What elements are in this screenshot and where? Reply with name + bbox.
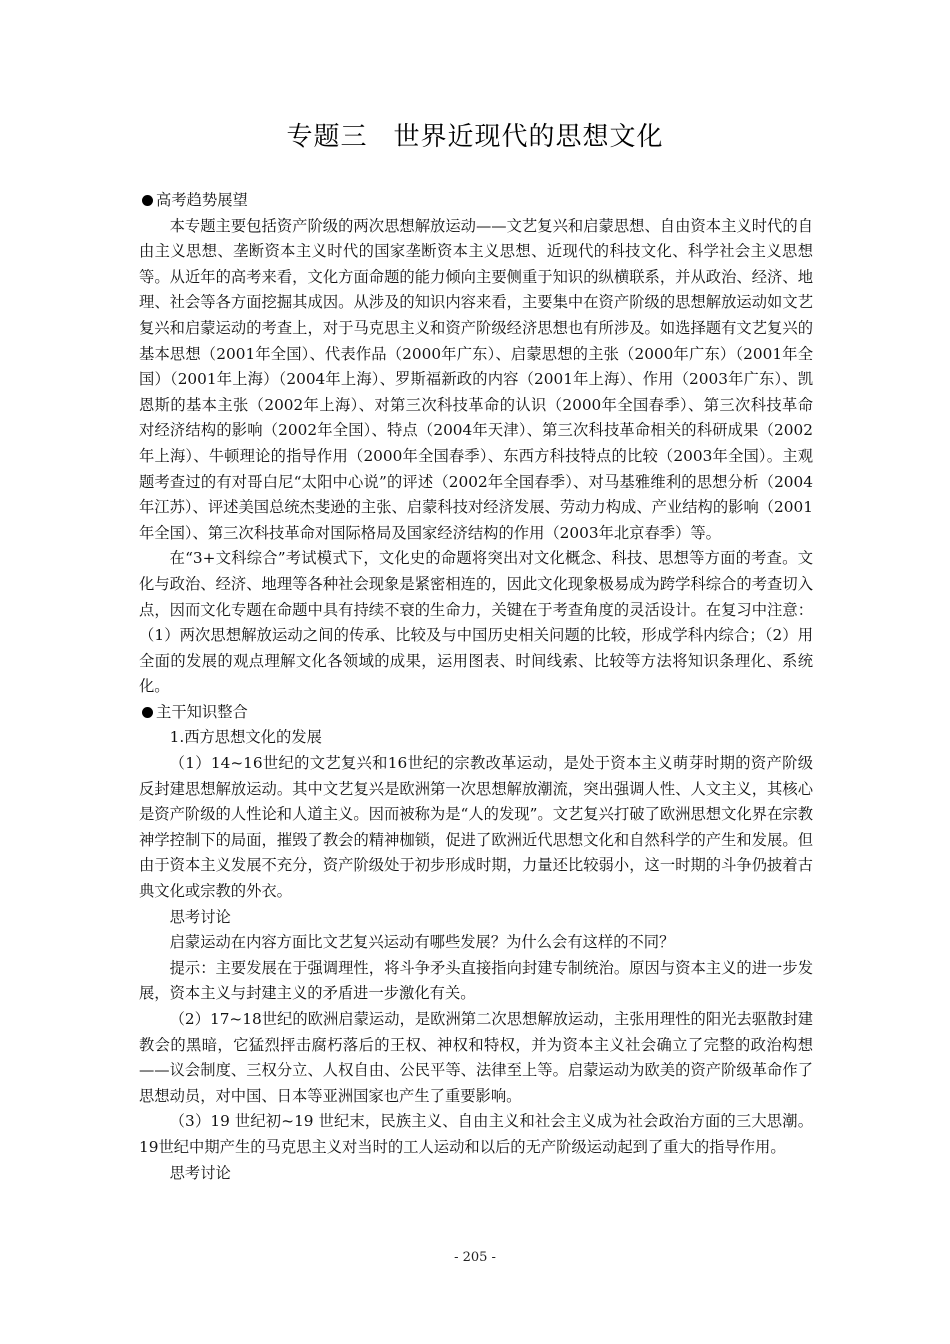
- title-topic-name: 世界近现代的思想文化: [393, 122, 664, 152]
- section-heading-trend: [139, 188, 813, 214]
- section-heading-knowledge: [139, 700, 813, 726]
- page-title: [0, 116, 950, 153]
- document-body: [139, 188, 813, 1186]
- bullet-icon: [142, 707, 153, 718]
- subheading-western-thought: 1.西方思想文化的发展: [169, 728, 322, 747]
- paragraph-enlightenment: （2）17~18世纪的欧洲启蒙运动，是欧洲第二次思想解放运动，主张用理性的阳光去驱散封建教会的黑暗，它猛烈抨击腐朽落后的王权、神权和特权，并为资本主义社会确立了完整的政治构想——议会制度、三权分立、人权自由、公民平等、法律至上等。启蒙运动为欧美的资产阶级革命作了思想动员，对中国、日本等亚洲国家也产生了重要影响。: [139, 1010, 813, 1105]
- section-heading-knowledge-label: 主干知识整合: [156, 702, 248, 721]
- section-heading-trend-label: 高考趋势展望: [156, 191, 248, 209]
- paragraph-19th-century: （3）19 世纪初~19 世纪末，民族主义、自由主义和社会主义成为社会政治方面的三大思潮。19世纪中期产生的马克思主义对当时的工人运动和以后的无产阶级运动起到了重大的指导作用。: [139, 1112, 813, 1156]
- discussion-heading: 思考讨论: [169, 1163, 231, 1182]
- page-number: - 205 -: [454, 1250, 496, 1265]
- paragraph-trend-overview: 本专题主要包括资产阶级的两次思想解放运动——文艺复兴和启蒙思想、自由资本主义时代的自由主义思想、垄断资本主义时代的国家垄断资本主义思想、近现代的科技文化、科学社会主义思想等。从近年的高考来看，文化方面命题的能力倾向主要侧重于知识的纵横联系，并从政治、经济、地理、社会等各方面挖掘其成因。从涉及的知识内容来看，主要集中在资产阶级的思想解放运动如文艺复兴和启蒙运动的考查上，对于马克思主义和资产阶级经济思想也有所涉及。如选择题有文艺复兴的基本思想（2001年全国）、代表作品（2000年广东）、启蒙思想的主张（2000年广东）（2001年全国）（2001年上海）（2004年上海）、罗斯福新政的内容（2001年上海）、作用（2003年广东）、凯恩斯的基本主张（2002年上海）、对第三次科技革命的认识（2000年全国春季）、第三次科技革命对经济结构的影响（2002年全国）、特点（2004年天津）、第三次科技革命相关的科研成果（2002年上海）、牛顿理论的指导作用（2000年全国春季）、东西方科技特点的比较（2003年全国）。主观题考查过的有对哥白尼“太阳中心说”的评述（2002年全国春季）、对马基雅维利的思想分析（2004年江苏）、评述美国总统杰斐逊的主张、启蒙科技对经济发展、劳动力构成、产业结构的影响（2001 年全国）、第三次科技革命对国际格局及国家经济结构的作用（2003年北京春季）等。: [139, 216, 813, 542]
- bullet-icon: [142, 195, 153, 206]
- paragraph-renaissance: （1）14~16世纪的文艺复兴和16世纪的宗教改革运动，是处于资本主义萌芽时期的资产阶级反封建思想解放运动。其中文艺复兴是欧洲第一次思想解放潮流，突出强调人性、人文主义，其核心是资产阶级的人性论和人道主义。因而被称为是“人的发现”。文艺复兴打破了欧洲思想文化界在宗教神学控制下的局面，摧毁了教会的精神枷锁，促进了欧洲近代思想文化和自然科学的产生和发展。但由于资本主义发展不充分，资产阶级处于初步形成时期，力量还比较弱小，这一时期的斗争仍披着古典文化或宗教的外衣。: [139, 754, 813, 901]
- discussion-heading: 思考讨论: [169, 907, 231, 926]
- title-topic-number: 专题三: [286, 122, 368, 152]
- discussion-hint: 提示：主要发展在于强调理性，将斗争矛头直接指向封建专制统治。原因与资本主义的进一步发展，资本主义与封建主义的矛盾进一步激化有关。: [139, 958, 813, 1003]
- paragraph-exam-mode: 在“3+文科综合”考试模式下，文化史的命题将突出对文化概念、科技、思想等方面的考查。文化与政治、经济、地理等各种社会现象是紧密相连的，因此文化现象极易成为跨学科综合的考查切入点，因而文化专题在命题中具有持续不衰的生命力，关键在于考查角度的灵活设计。在复习中注意：（1）两次思想解放运动之间的传承、比较及与中国历史相关问题的比较，形成学科内综合；（2）用全面的发展的观点理解文化各领域的成果，运用图表、时间线索、比较等方法将知识条理化、系统化。: [139, 549, 813, 696]
- discussion-question: 启蒙运动在内容方面比文艺复兴运动有哪些发展？为什么会有这样的不同？: [169, 933, 675, 952]
